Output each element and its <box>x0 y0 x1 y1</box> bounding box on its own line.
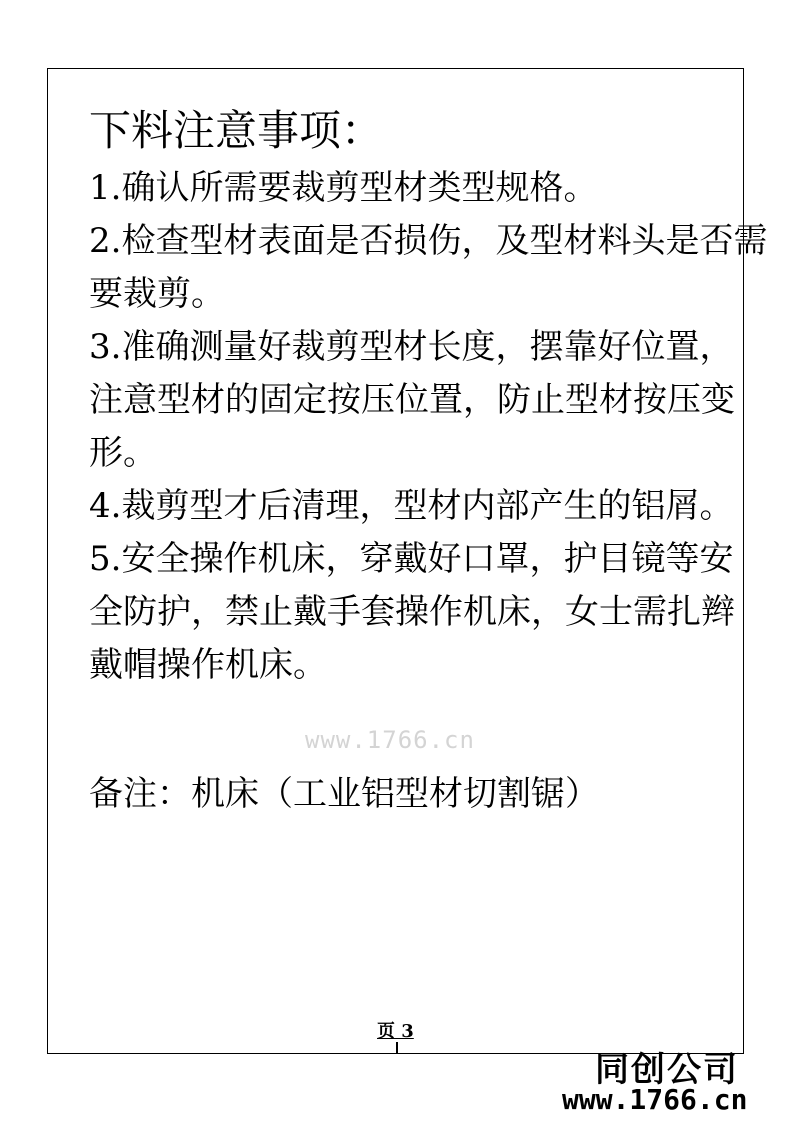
instruction-line: 形。 <box>89 433 157 473</box>
instruction-line: 全防护，禁止戴手套操作机床，女士需扎辫 <box>89 592 735 632</box>
instruction-list <box>89 162 768 692</box>
instruction-line: 要裁剪。 <box>89 274 225 314</box>
remark-note: 备注：机床（工业铝型材切割锯） <box>89 774 599 814</box>
instruction-line: 戴帽操作机床。 <box>89 645 327 685</box>
instruction-line: 3.准确测量好裁剪型材长度，摆靠好位置， <box>89 327 734 367</box>
center-watermark: www.1766.cn <box>305 726 475 754</box>
page-tick-mark <box>396 1042 398 1054</box>
document-title: 下料注意事项： <box>89 106 384 155</box>
instruction-line: 1.确认所需要裁剪型材类型规格。 <box>89 168 598 208</box>
instruction-line: 4.裁剪型才后清理，型材内部产生的铝屑。 <box>89 486 734 526</box>
company-watermark: 同创公司 <box>595 1050 739 1090</box>
instruction-line: 注意型材的固定按压位置，防止型材按压变 <box>89 380 735 420</box>
instruction-line: 5.安全操作机床，穿戴好口罩，护目镜等安 <box>89 539 734 579</box>
page-number: 页 3 <box>377 1021 414 1042</box>
instruction-line: 2.检查型材表面是否损伤，及型材料头是否需 <box>89 221 768 261</box>
site-watermark: www.1766.cn <box>562 1083 748 1116</box>
